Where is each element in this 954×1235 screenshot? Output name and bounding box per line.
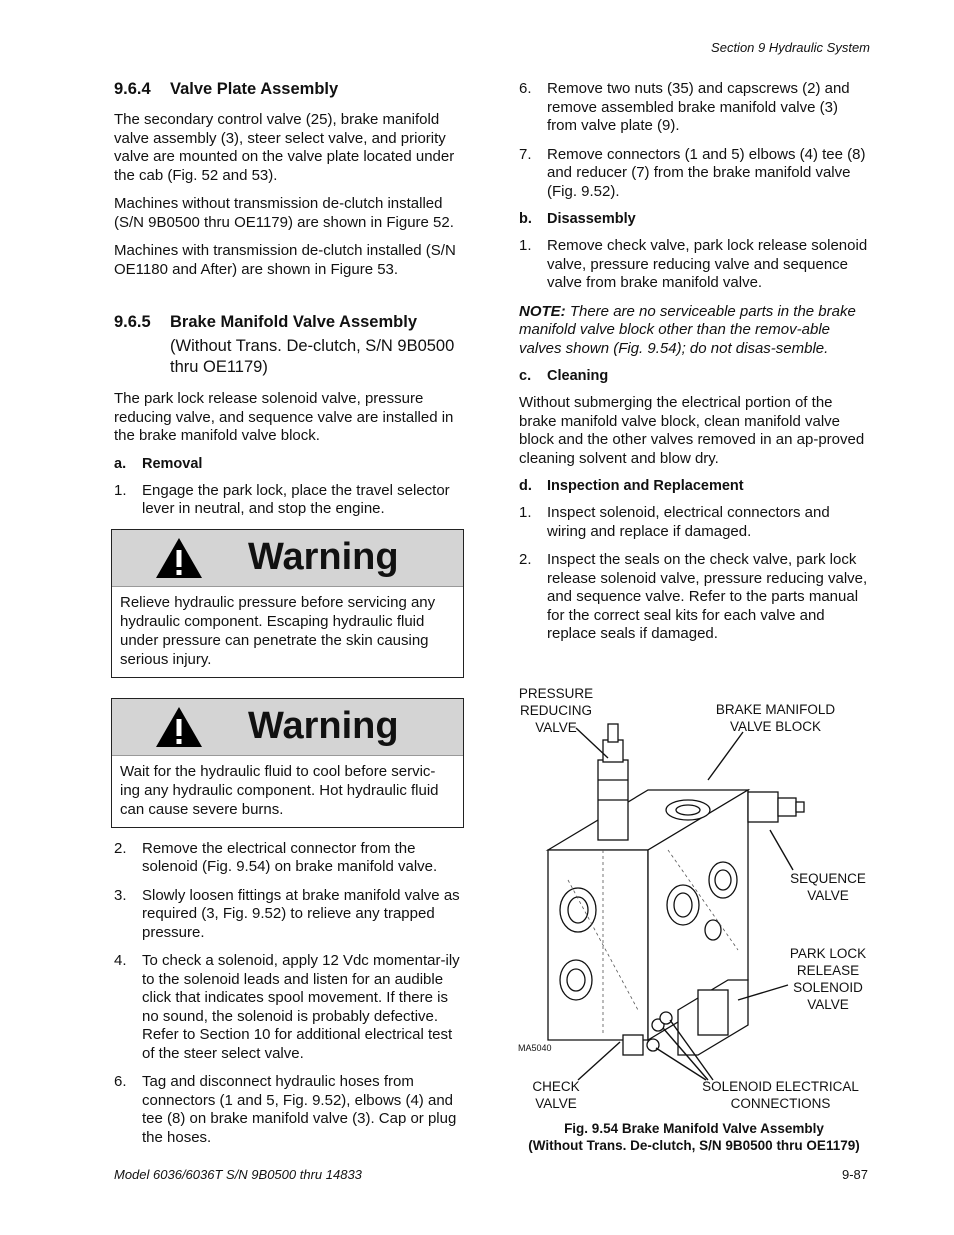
warning-text: Wait for the hydraulic fluid to cool before servic-ing any hydraulic component. Hot hydraulic fluid can cause severe burns. (120, 762, 439, 818)
label-drawing-number: MA5040 (518, 1043, 552, 1053)
label-solenoid-connections: SOLENOID ELECTRICAL CONNECTIONS (702, 1079, 859, 1111)
list-item: 3. Slowly loosen fittings at brake manifold valve as required (3, Fig. 9.52) to relieve any trapped pressure. (114, 886, 460, 941)
list-item: 1. Engage the park lock, place the travel selector lever in neutral, and stop the engine. (114, 481, 450, 517)
figure-brake-manifold (508, 680, 878, 1120)
label-sequence-valve: SEQUENCE VALVE (790, 871, 866, 903)
list-item: 7. Remove connectors (1 and 5) elbows (4) tee (8) and reducer (7) from the brake manifold valve (Fig. 9.52). (519, 145, 866, 200)
figure-caption: Fig. 9.54 Brake Manifold Valve Assembly (Without Trans. De-clutch, S/N 9B0500 thru OE1179) (528, 1121, 860, 1153)
warning-title: Warning (248, 705, 399, 747)
right-column (519, 80, 871, 654)
left-column (114, 80, 464, 1157)
warning-triangle-icon (154, 705, 204, 749)
list-item: 1. Remove check valve, park lock release solenoid valve, pressure reducing valve and sequence valve from brake manifold valve. (519, 237, 868, 291)
page-number: 9-87 (841, 1167, 868, 1182)
paragraph: The park lock release solenoid valve, pressure reducing valve, and sequence valve are installed in the brake manifold valve block. (114, 390, 454, 444)
section-heading-9-6-5: 9.6.5 Brake Manifold Valve Assembly (114, 313, 417, 331)
warning-triangle-icon (154, 536, 204, 580)
warning-box-heat (111, 698, 464, 828)
list-item: 6. Remove two nuts (35) and capscrews (2) and remove assembled brake manifold valve (3) from valve plate (9). (519, 80, 850, 134)
section-heading-9-6-4: 9.6.4 Valve Plate Assembly (114, 80, 339, 98)
list-item: 2. Remove the electrical connector from the solenoid (Fig. 9.54) on brake manifold valve. (114, 839, 438, 875)
warning-header (112, 530, 463, 587)
subheading-disassembly: b. Disassembly (519, 211, 636, 227)
list-item: 2. Inspect the seals on the check valve, park lock release solenoid valve, pressure reducing valve, and sequence valve. Refer to the parts manual for the correct seal kits for each valve and replace seals if damaged. (519, 551, 868, 642)
subheading-cleaning: c. Cleaning (519, 368, 609, 384)
subheading-removal: a. Removal (114, 455, 203, 472)
list-item: 6. Tag and disconnect hydraulic hoses from connectors (1 and 5, Fig. 9.52), elbows (4) and tee (8) on brake manifold valve (3). Cap or plug the hoses. (114, 1073, 457, 1146)
subheading-inspection: d. Inspection and Replacement (519, 478, 744, 494)
warning-box-pressure (111, 529, 464, 678)
paragraph: The secondary control valve (25), brake manifold valve assembly (3), steer select valve, and priority valve are mounted on the valve plate located under the cab (Fig. 52 and 53). (114, 111, 455, 184)
running-header: Section 9 Hydraulic System (711, 40, 870, 55)
label-brake-manifold-block: BRAKE MANIFOLD VALVE BLOCK (715, 702, 836, 734)
list-item: 1. Inspect solenoid, electrical connectors and wiring and replace if damaged. (519, 504, 830, 540)
warning-title: Warning (248, 536, 399, 578)
paragraph: Machines with transmission de-clutch installed (S/N OE1180 and After) are shown in Figure 53. (114, 242, 456, 278)
label-park-lock-solenoid: PARK LOCK RELEASE SOLENOID VALVE (789, 946, 867, 1012)
list-item: 4. To check a solenoid, apply 12 Vdc momentar-ily to the solenoid leads and listen for an audible click that indicates spool movement. If there is no sound, the solenoid is probably defective. Refer to Section 10 for additional electrical test of the steer select valve. (114, 952, 460, 1062)
paragraph: Without submerging the electrical portion of the brake manifold valve block, clean manifold valve block and the other valves removed in an ap-proved cleaning solvent and blow dry. (519, 394, 865, 467)
warning-header (112, 699, 463, 756)
note: NOTE: There are no serviceable parts in the brake manifold valve block other than the remov-able valves shown (Fig. 9.54); do not disas-semble. (519, 302, 856, 357)
warning-text: Relieve hydraulic pressure before servicing any hydraulic component. Escaping hydraulic fluid under pressure can penetrate the skin causing serious injury. (120, 593, 436, 668)
footer-model: Model 6036/6036T S/N 9B0500 thru 14833 (114, 1167, 362, 1182)
paragraph: Machines without transmission de-clutch installed (S/N 9B0500 thru OE1179) are shown in Figure 52. (114, 195, 454, 231)
label-check-valve: CHECK VALVE (532, 1079, 580, 1111)
label-pressure-reducing-valve: PRESSURE REDUCING VALVE (518, 686, 594, 735)
section-subtitle: (Without Trans. De-clutch, S/N 9B0500 thru OE1179) (170, 337, 455, 376)
